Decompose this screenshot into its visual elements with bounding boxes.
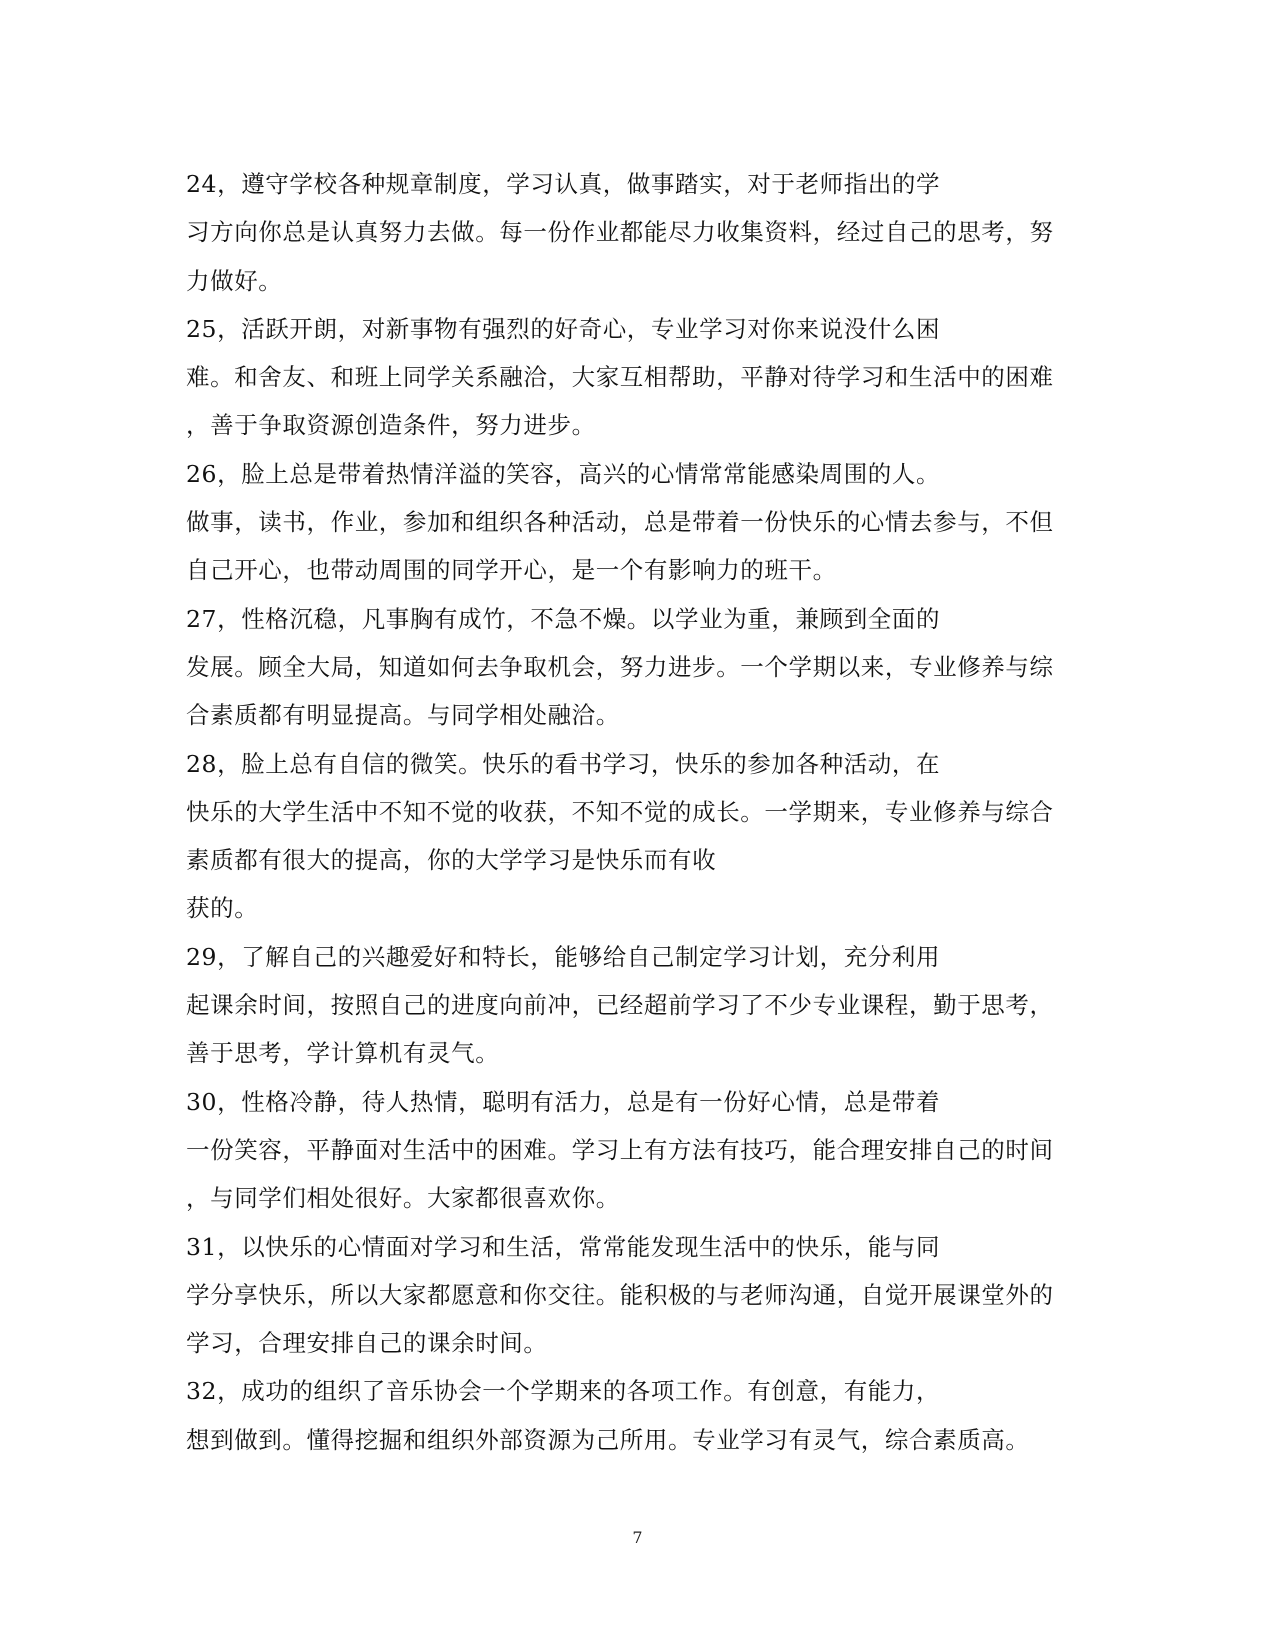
text-line: 一份笑容，平静面对生活中的困难。学习上有方法有技巧，能合理安排自己的时间 (186, 1135, 1054, 1164)
text-line: 29，了解自己的兴趣爱好和特长，能够给自己制定学习计划，充分利用 (186, 942, 941, 971)
text-line: 想到做到。懂得挖掘和组织外部资源为己所用。专业学习有灵气，综合素质高。 (186, 1425, 1030, 1454)
text-line: 起课余时间，按照自己的进度向前冲，已经超前学习了不少专业课程，勤于思考， (186, 991, 1054, 1020)
text-line: 25，活跃开朗，对新事物有强烈的好奇心，专业学习对你来说没什么困 (186, 314, 941, 343)
text-line: 难。和舍友、和班上同学关系融洽，大家互相帮助，平静对待学习和生活中的困难 (186, 363, 1054, 392)
text-line: 学分享快乐，所以大家都愿意和你交往。能积极的与老师沟通，自觉开展课堂外的 (186, 1280, 1054, 1309)
text-line: 素质都有很大的提高，你的大学学习是快乐而有收 (186, 846, 717, 875)
text-line: 30，性格冷静，待人热情，聪明有活力，总是有一份好心情，总是带着 (186, 1087, 941, 1116)
text-line: 28，脸上总有自信的微笑。快乐的看书学习，快乐的参加各种活动，在 (186, 749, 941, 778)
text-line: 26，脸上总是带着热情洋溢的笑容，高兴的心情常常能感染周围的人。 (186, 459, 941, 488)
text-line: 力做好。 (186, 266, 283, 295)
text-line: 做事，读书，作业，参加和组织各种活动，总是带着一份快乐的心情去参与，不但 (186, 508, 1054, 537)
text-line: 合素质都有明显提高。与同学相处融洽。 (186, 701, 620, 730)
text-line: 善于思考，学计算机有灵气。 (186, 1039, 500, 1068)
text-line: 自己开心，也带动周围的同学开心，是一个有影响力的班干。 (186, 556, 837, 585)
body-text (186, 160, 1086, 1464)
text-line: ，与同学们相处很好。大家都很喜欢你。 (186, 1184, 620, 1213)
page-number: 7 (632, 1528, 643, 1547)
text-line: 32，成功的组织了音乐协会一个学期来的各项工作。有创意，有能力， (186, 1377, 941, 1406)
text-line: ，善于争取资源创造条件，努力进步。 (186, 411, 596, 440)
text-line: 快乐的大学生活中不知不觉的收获，不知不觉的成长。一学期来，专业修养与综合 (186, 797, 1054, 826)
text-line: 发展。顾全大局，知道如何去争取机会，努力进步。一个学期以来，专业修养与综 (186, 652, 1054, 681)
text-line: 24，遵守学校各种规章制度，学习认真，做事踏实，对于老师指出的学 (186, 170, 941, 198)
text-line: 27，性格沉稳，凡事胸有成竹，不急不燥。以学业为重，兼顾到全面的 (186, 604, 941, 633)
text-line: 学习，合理安排自己的课余时间。 (186, 1329, 548, 1358)
text-line: 获的。 (186, 894, 259, 923)
text-line: 31，以快乐的心情面对学习和生活，常常能发现生活中的快乐，能与同 (186, 1232, 941, 1261)
text-line: 习方向你总是认真努力去做。每一份作业都能尽力收集资料，经过自己的思考，努 (186, 218, 1054, 247)
